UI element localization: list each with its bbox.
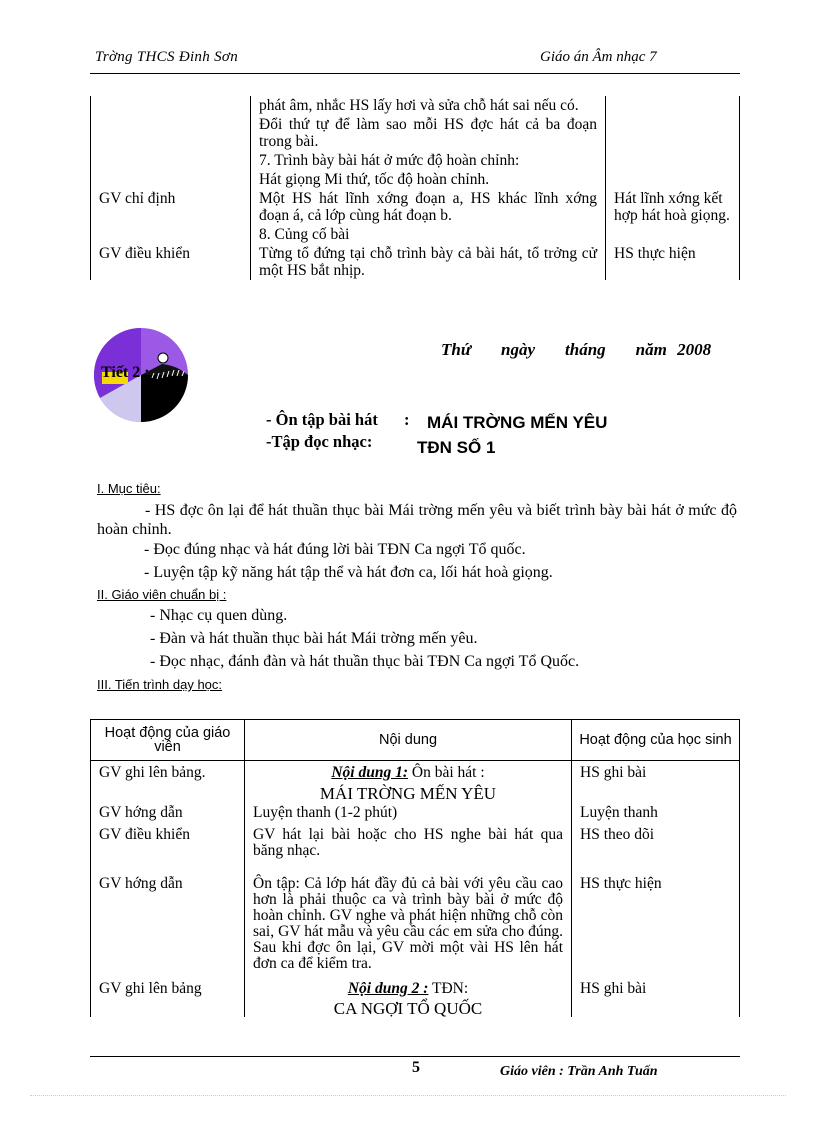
section-preparation: II. Giáo viên chuẩn bị : <box>97 587 227 602</box>
procedure-table <box>90 719 740 1017</box>
table-row: 8. Củng cố bài <box>91 225 740 244</box>
table-row: GV ghi lên bảng. Nội dung 1: Ôn bài hát : HS ghi bài <box>91 761 740 783</box>
header-rule <box>90 73 740 74</box>
header-school: Trờng THCS Đinh Sơn <box>95 49 238 65</box>
footer-teacher: Giáo viên : Trần Anh Tuấn <box>500 1064 658 1079</box>
table-row: GV điều khiển GV hát lại bài hoặc cho HS nghe bài hát qua băng nhạc. HS theo dõi <box>91 822 740 875</box>
prep-1: - Nhạc cụ quen dùng. <box>150 607 288 624</box>
table-row: GV điều khiển Từng tổ đứng tại chỗ trình bày cả bài hát, tổ trởng cử một HS bắt nhịp. HS thực hiện <box>91 244 740 280</box>
table-header-row <box>91 720 740 761</box>
footer-rule <box>90 1056 740 1057</box>
header-student: Hoạt động của học sinh <box>572 720 740 761</box>
page-bottom-edge <box>30 1095 786 1096</box>
table-row: CA NGỢI TỔ QUỐC <box>91 998 740 1017</box>
topic-reading-value: TĐN SỐ 1 <box>417 438 496 457</box>
table-row: Hát giọng Mi thứ, tốc độ hoàn chỉnh. <box>91 170 740 189</box>
table-row: GV chỉ định Một HS hát lĩnh xớng đoạn a, HS khác lĩnh xớng đoạn á, cả lớp cùng hát đoạn b. Hát lĩnh xớng kết hợp hát hoà giọng. <box>91 189 740 225</box>
objective-2: - Đọc đúng nhạc và hát đúng lời bài TĐN Ca ngợi Tổ quốc. <box>144 541 526 558</box>
topic-review-label: - Ôn tập bài hát <box>266 410 378 429</box>
table-row: GV ghi lên bảng Nội dung 2 : TĐN: HS ghi bài <box>91 973 740 998</box>
table-row: GV hớng dẫn Ôn tập: Cả lớp hát đầy đủ cả bài với yêu cầu cao hơn là phải thuộc ca và trình bày bài ở mức độ hoàn chỉnh. GV nghe và phát hiện những chỗ còn sai, GV hát mẫu và yêu cầu các em sửa cho đúng. Sau khi đợc ôn lại, GV mời một vài HS lên hát đơn ca để kiểm tra. HS thực hiện <box>91 875 740 973</box>
table-row: 7. Trình bày bài hát ở mức độ hoàn chỉnh: <box>91 151 740 170</box>
table-row: GV hớng dẫn Luyện thanh (1-2 phút) Luyện thanh <box>91 804 740 822</box>
table-row: phát âm, nhắc HS lấy hơi và sửa chỗ hát sai nếu có. <box>91 96 740 115</box>
topic-song-title: MÁI TRỜNG MẾN YÊU <box>427 413 608 432</box>
lesson-number: Tiết 2 : <box>101 364 150 381</box>
section-procedure: III. Tiến trình dạy học: <box>97 677 223 692</box>
header-subject: Giáo án Âm nhạc 7 <box>540 49 657 65</box>
topic-reading-label: -Tập đọc nhạc: <box>266 432 373 451</box>
objective-1: - HS đợc ôn lại để hát thuần thục bài Mái trờng mến yêu và biết trình bày bài hát ở mức độ hoàn chỉnh. <box>97 502 737 538</box>
table-row: MÁI TRỜNG MẾN YÊU <box>91 782 740 804</box>
lesson-table-continued <box>90 96 740 280</box>
header-content: Nội dung <box>245 720 572 761</box>
table-row: Đổi thứ tự để làm sao mỗi HS đợc hát cả ba đoạn trong bài. <box>91 115 740 151</box>
prep-2: - Đàn và hát thuần thục bài hát Mái trờng mến yêu. <box>150 630 478 647</box>
date-line: Thứ ngày tháng năm 2008 <box>441 340 712 359</box>
lesson-badge <box>92 326 190 424</box>
topic-colon: : <box>404 410 410 429</box>
page-number: 5 <box>412 1059 420 1076</box>
objective-3: - Luyện tập kỹ năng hát tập thể và hát đơn ca, lối hát hoà giọng. <box>144 564 553 581</box>
prep-3: - Đọc nhạc, đánh đàn và hát thuần thục bài TĐN Ca ngợi Tổ Quốc. <box>150 653 580 670</box>
section-objectives: I. Mục tiêu: <box>97 481 161 496</box>
header-teacher: Hoạt động của giáo viên <box>91 720 245 761</box>
